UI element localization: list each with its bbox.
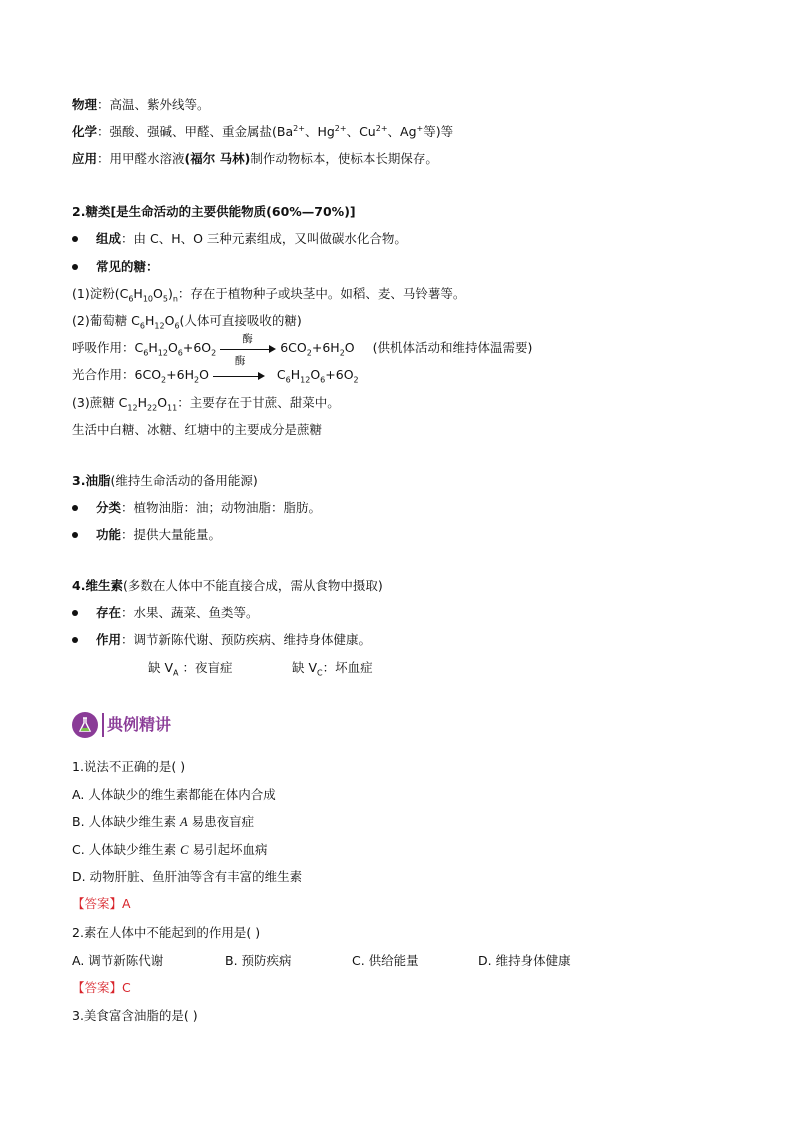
- bullet-icon: [72, 264, 78, 270]
- chemical-line: [72, 123, 453, 141]
- flask-icon: [72, 712, 98, 738]
- subscript: 2: [211, 348, 217, 358]
- q1-option-d: D. 动物肝脏、鱼肝油等含有丰富的维生素: [72, 869, 303, 884]
- subscript: 6: [139, 321, 146, 331]
- subscript: 22: [147, 403, 158, 413]
- subscript: 12: [127, 403, 138, 413]
- enzyme-label: 酶: [234, 354, 246, 367]
- q2-stem: 2.素在人体中不能起到的作用是( ): [72, 925, 261, 940]
- q2-option-d: D. 维持身体健康: [478, 953, 571, 968]
- application-label: 应用: [72, 151, 98, 166]
- vitamin-heading-title: 4.维生素: [72, 578, 123, 593]
- subscript: 12: [157, 348, 168, 358]
- formula-part: C: [276, 367, 286, 382]
- bullet-icon: [72, 637, 78, 643]
- sugar-composition: [72, 230, 407, 248]
- answer-label: 【答案】: [72, 980, 123, 995]
- charge: 2+: [293, 123, 305, 133]
- formula-part: O: [199, 367, 209, 382]
- fat-class: [72, 499, 321, 517]
- bullet-icon: [72, 505, 78, 511]
- physical-line: [72, 96, 210, 114]
- composition-text: ：由 C、H、O 三种元素组成，又叫做碳水化合物。: [121, 231, 407, 246]
- chemical-text: ：强酸、强碱、甲醛、重金属盐(Ba: [97, 124, 294, 139]
- subscript: 6: [128, 294, 134, 304]
- option-text: C. 人体缺少维生素: [72, 842, 181, 857]
- formula-part: +6O: [325, 367, 354, 382]
- subscript: 11: [167, 403, 178, 413]
- subscript: A: [173, 668, 179, 678]
- formula-part: O: [310, 367, 321, 382]
- vitamin-role: [72, 631, 371, 649]
- vitamin-exist-text: ：水果、蔬菜、鱼类等。: [121, 605, 259, 620]
- fat-function-text: ：提供大量能量。: [121, 527, 222, 542]
- subscript: C: [317, 668, 323, 678]
- fat-heading-title: 3.油脂: [72, 473, 111, 488]
- formula-part: H: [148, 340, 158, 355]
- sucrose-line: [72, 394, 340, 412]
- q1-option-c: [72, 841, 267, 859]
- subscript: 12: [300, 375, 311, 385]
- q1-option-b: [72, 813, 254, 831]
- application-text: 制作动物标本，使标本长期保存。: [250, 151, 438, 166]
- deficiency-text: 缺 V: [292, 660, 318, 675]
- fat-heading-note: (维持生命活动的备用能源): [110, 473, 258, 488]
- respiration-equation: [72, 332, 533, 358]
- vitamin-deficiency-a: [148, 659, 233, 677]
- charge: +: [416, 123, 424, 133]
- starch-text: H: [133, 286, 143, 301]
- sucrose-text: H: [137, 395, 148, 410]
- option-text: 易患夜盲症: [187, 814, 255, 829]
- photosynthesis-products: [276, 367, 359, 385]
- reaction-arrow-icon: [220, 332, 276, 356]
- option-text: B. 人体缺少维生素: [72, 814, 180, 829]
- answer-value: C: [122, 980, 131, 995]
- formula-part: +6H: [311, 340, 340, 355]
- section-title: 典例精讲: [107, 715, 172, 734]
- answer-label: 【答案】: [72, 896, 123, 911]
- glucose-text: (人体可直接吸收的糖): [179, 313, 302, 328]
- q2-option-b: B. 预防疾病: [225, 953, 292, 968]
- q2-option-a: A. 调节新陈代谢: [72, 953, 164, 968]
- photosynthesis-label: 光合作用：: [72, 367, 135, 382]
- vitamin-heading: [72, 577, 383, 595]
- composition-label: 组成: [96, 231, 122, 246]
- formula-part: O: [167, 340, 178, 355]
- deficiency-text: 缺 V: [148, 660, 174, 675]
- subscript: 2: [339, 348, 345, 358]
- glucose-line: [72, 312, 302, 330]
- q2-answer: [72, 979, 131, 997]
- subscript: 6: [177, 348, 183, 358]
- vitamin-role-label: 作用: [96, 632, 122, 647]
- sugar-common: [72, 258, 159, 276]
- subscript: 2: [306, 348, 312, 358]
- vitamin-role-text: ：调节新陈代谢、预防疾病、维持身体健康。: [121, 632, 372, 647]
- formalin-term: (福尔 马林): [184, 151, 251, 166]
- option-text: 易引起坏血病: [188, 842, 268, 857]
- photosynthesis-equation: [72, 354, 359, 385]
- formula-part: +6H: [166, 367, 194, 382]
- vitamin-letter: A: [180, 815, 188, 829]
- subscript: 6: [143, 348, 149, 358]
- subscript: 12: [154, 321, 165, 331]
- glucose-text: H: [145, 313, 155, 328]
- subscript: 2: [161, 375, 167, 385]
- charge: 2+: [334, 123, 347, 133]
- formula-part: 6CO: [280, 340, 307, 355]
- fat-function: [72, 526, 221, 544]
- glucose-text: (2)葡萄糖 C: [72, 313, 140, 328]
- vitamin-exist-label: 存在: [96, 605, 122, 620]
- formula-part: +6O: [182, 340, 212, 355]
- enzyme-label: 酶: [242, 332, 253, 345]
- common-sugar-label: 常见的糖：: [96, 259, 159, 274]
- vitamin-deficiency-c: [292, 659, 373, 677]
- fat-function-label: 功能: [96, 527, 122, 542]
- sucrose-text: (3)蔗糖 C: [72, 395, 128, 410]
- fat-class-label: 分类: [96, 500, 122, 515]
- photosynthesis-reactants: [134, 367, 209, 385]
- subscript: 2: [353, 375, 359, 385]
- starch-text: ：存在于植物种子或块茎中。如稻、麦、马铃薯等。: [177, 286, 466, 301]
- deficiency-text: ：坏血症: [322, 660, 373, 675]
- starch-line: [72, 285, 465, 303]
- q2-option-c: C. 供给能量: [352, 953, 419, 968]
- chemical-label: 化学: [72, 124, 98, 139]
- answer-value: A: [122, 896, 131, 911]
- reaction-arrow-icon: [213, 354, 265, 383]
- q3-stem: 3.美食富含油脂的是( ): [72, 1008, 198, 1023]
- formula-part: 6CO: [134, 367, 162, 382]
- subscript: n: [172, 294, 178, 304]
- subscript: 6: [174, 321, 180, 331]
- application-text: ：用甲醛水溶液: [97, 151, 185, 166]
- subscript: 6: [320, 375, 326, 385]
- section-divider: [102, 713, 104, 737]
- respiration-products: [280, 340, 355, 358]
- respiration-reactants: [134, 340, 217, 358]
- subscript: 5: [162, 294, 168, 304]
- subscript: 2: [193, 375, 200, 385]
- formula-part: C: [134, 340, 144, 355]
- glucose-text: O: [164, 313, 175, 328]
- q1-option-a: A. 人体缺少的维生素都能在体内合成: [72, 787, 276, 802]
- sugar-heading: 2.糖类[是生命活动的主要供能物质(60%—70%)]: [72, 204, 356, 219]
- starch-text: (1)淀粉(C: [72, 286, 129, 301]
- formula-part: O: [344, 340, 355, 355]
- application-line: [72, 150, 438, 168]
- physical-label: 物理: [72, 97, 98, 112]
- starch-text: ): [167, 286, 173, 301]
- sucrose-note: 生活中白糖、冰糖、红塘中的主要成分是蔗糖: [72, 422, 323, 437]
- formula-part: H: [290, 367, 301, 382]
- chemical-text: 、Ag: [387, 124, 417, 139]
- vitamin-exist: [72, 604, 259, 622]
- bullet-icon: [72, 610, 78, 616]
- bullet-icon: [72, 236, 78, 242]
- vitamin-heading-note: (多数在人体中不能直接合成，需从食物中摄取): [122, 578, 383, 593]
- chemical-text: 等)等: [423, 124, 454, 139]
- subscript: 6: [285, 375, 291, 385]
- q1-answer: [72, 895, 131, 913]
- chemical-text: 、Hg: [304, 124, 335, 139]
- charge: 2+: [375, 123, 388, 133]
- subscript: 10: [142, 294, 153, 304]
- respiration-label: 呼吸作用：: [72, 340, 135, 355]
- sucrose-text: O: [157, 395, 168, 410]
- respiration-note: (供机体活动和维持体温需要): [372, 340, 533, 355]
- physical-text: ：高温、紫外线等。: [97, 97, 210, 112]
- fat-heading: [72, 472, 258, 490]
- bullet-icon: [72, 532, 78, 538]
- fat-class-text: ：植物油脂：油；动物油脂：脂肪。: [121, 500, 322, 515]
- deficiency-text: ：夜盲症: [178, 660, 233, 675]
- sucrose-text: ：主要存在于甘蔗、甜菜中。: [177, 395, 340, 410]
- q1-stem: 1.说法不正确的是( ): [72, 759, 186, 774]
- starch-text: O: [153, 286, 163, 301]
- chemical-text: 、Cu: [346, 124, 376, 139]
- vitamin-letter: C: [180, 843, 189, 857]
